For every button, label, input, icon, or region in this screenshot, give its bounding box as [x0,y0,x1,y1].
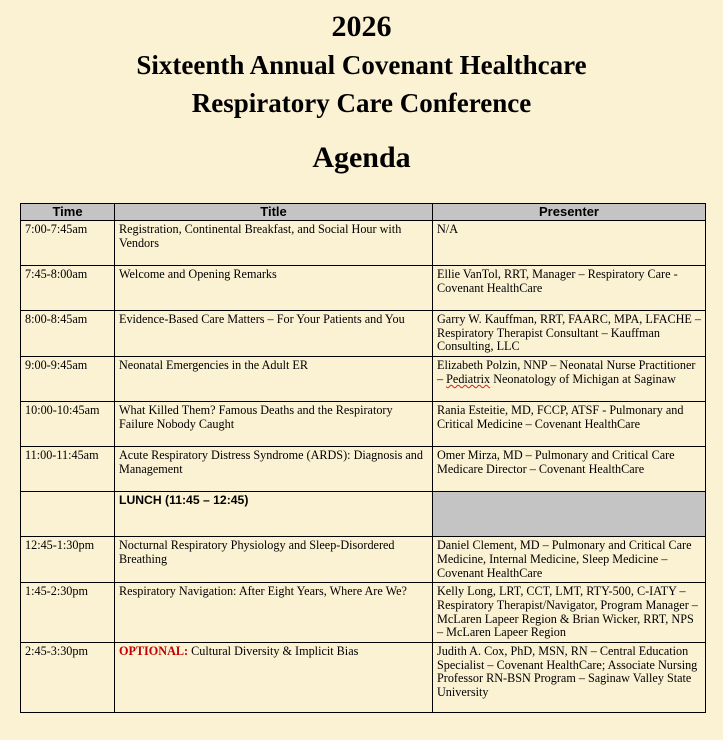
header-time: Time [21,204,115,221]
row-time: 1:45-2:30pm [21,583,115,643]
header-presenter: Presenter [433,204,706,221]
row-title: Nocturnal Respiratory Physiology and Sleep-Disordered Breathing [115,537,433,583]
row-title: Registration, Continental Breakfast, and Social Hour with Vendors [115,221,433,266]
row-presenter [433,357,706,402]
table-row [21,583,706,643]
presenter-text: Elizabeth Polzin, NNP – Neonatal Nurse Practitioner – [437,358,696,386]
table-row [21,537,706,583]
lunch-label: LUNCH (11:45 – 12:45) [115,492,433,537]
conference-title-line1: Sixteenth Annual Covenant Healthcare [136,50,587,80]
row-time: 2:45-3:30pm [21,643,115,713]
table-row [21,266,706,311]
row-title: Neonatal Emergencies in the Adult ER [115,357,433,402]
table-row [21,311,706,357]
presenter-text: Neonatology of Michigan at Saginaw [490,371,676,386]
row-presenter: Omer Mirza, MD – Pulmonary and Critical Care Medicare Director – Covenant HealthCare [433,447,706,492]
row-title: Respiratory Navigation: After Eight Years, Where Are We? [115,583,433,643]
row-title: Acute Respiratory Distress Syndrome (ARDS): Diagnosis and Management [115,447,433,492]
row-time: 7:00-7:45am [21,221,115,266]
lunch-row [21,492,706,537]
row-time: 9:00-9:45am [21,357,115,402]
row-time: 11:00-11:45am [21,447,115,492]
table-header-row [21,204,706,221]
table-row [21,402,706,447]
table-row [21,643,706,713]
header-title: Title [115,204,433,221]
row-title: Evidence-Based Care Matters – For Your Patients and You [115,311,433,357]
table-row [21,221,706,266]
row-time: 10:00-10:45am [21,402,115,447]
row-presenter: Kelly Long, LRT, CCT, LMT, RTY-500, C-IATY – Respiratory Therapist/Navigator, Program Manager – McLaren Lapeer Region & Brian Wicker, RRT, NPS – McLaren Lapeer Region [433,583,706,643]
conference-title-line2: Respiratory Care Conference [191,88,532,118]
misspelled-word: Pediatrix [446,371,491,386]
row-presenter: N/A [433,221,706,266]
row-presenter: Daniel Clement, MD – Pulmonary and Critical Care Medicine, Internal Medicine, Sleep Medicine – Covenant HealthCare [433,537,706,583]
row-time: 8:00-8:45am [21,311,115,357]
row-presenter: Garry W. Kauffman, RRT, FAARC, MPA, LFACHE – Respiratory Therapist Consultant – Kauffman Consulting, LLC [433,311,706,357]
row-presenter: Rania Esteitie, MD, FCCP, ATSF - Pulmonary and Critical Medicine – Covenant HealthCare [433,402,706,447]
row-time: 12:45-1:30pm [21,537,115,583]
conference-year: 2026 [331,10,392,43]
row-title [115,643,433,713]
row-time: 7:45-8:00am [21,266,115,311]
row-title: Welcome and Opening Remarks [115,266,433,311]
agenda-heading: Agenda [312,141,411,174]
row-presenter: Judith A. Cox, PhD, MSN, RN – Central Education Specialist – Covenant HealthCare; Associate Nursing Professor RN-BSN Program – Saginaw Valley State University [433,643,706,713]
table-row [21,357,706,402]
lunch-shaded-cell [433,492,706,537]
agenda-table [20,203,706,713]
optional-tag: OPTIONAL: [119,644,189,659]
table-row [21,447,706,492]
lunch-time-cell [21,492,115,537]
row-title: What Killed Them? Famous Deaths and the Respiratory Failure Nobody Caught [115,402,433,447]
row-presenter: Ellie VanTol, RRT, Manager – Respiratory Care - Covenant HealthCare [433,266,706,311]
title-text: Cultural Diversity & Implicit Bias [188,644,359,659]
